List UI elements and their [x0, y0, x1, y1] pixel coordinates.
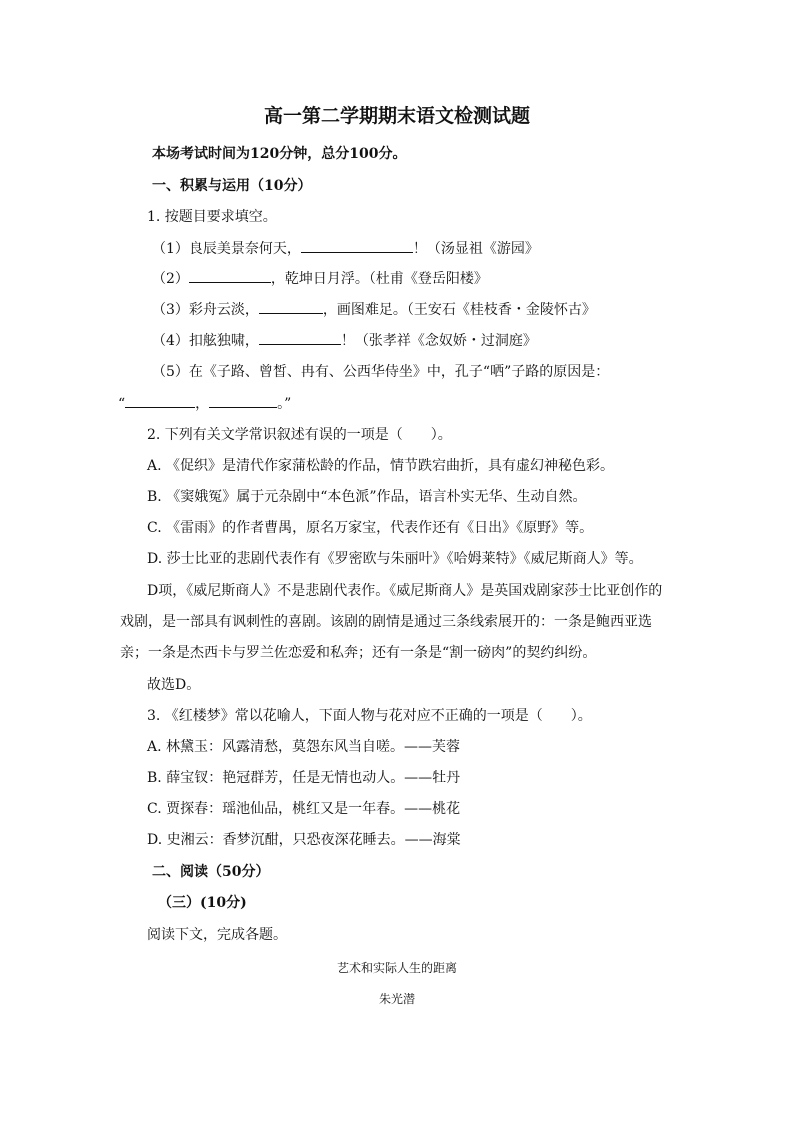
section1-heading: 一、积累与运用（10分）: [152, 178, 312, 194]
q1-item-1-pre: （1）良辰美景奈何天，: [152, 241, 301, 257]
article-author: 朱光潜: [378, 992, 415, 1006]
answer-blank[interactable]: [189, 268, 271, 283]
q2-option-d: D. 莎士比亚的悲剧代表作有《罗密欧与朱丽叶》《哈姆莱特》《威尼斯商人》等。: [147, 551, 643, 567]
q2-option-b: B. 《窦娥冤》属于元杂剧中“本色派”作品，语言朴实无华、生动自然。: [147, 489, 587, 505]
q1-item-3: [152, 299, 596, 320]
q3-stem: 3. 《红楼梦》常以花喻人，下面人物与花对应不正确的一项是（ ）。: [147, 708, 592, 724]
q1-item-3-post: ，画图难足。（王安石《桂枝香・金陵怀古》: [322, 302, 596, 318]
answer-blank[interactable]: [259, 330, 341, 345]
q3-option-d: D. 史湘云：香梦沉酣，只恐夜深花睡去。——海棠: [147, 832, 461, 848]
reading-instruction: 阅读下文，完成各题。: [147, 927, 287, 943]
q1-stem: 1. 按题目要求填空。: [147, 209, 277, 225]
q3-option-a: A. 林黛玉：风露清愁，莫怨东风当自嗟。——芙蓉: [147, 739, 461, 755]
answer-blank[interactable]: [301, 238, 413, 253]
q2-option-a: A. 《促织》是清代作家蒲松龄的作品，情节跌宕曲折，具有虚幻神秘色彩。: [147, 458, 615, 474]
answer-blank[interactable]: [125, 393, 195, 408]
section2-subheading: （三）(10分): [158, 895, 247, 911]
answer-blank[interactable]: [209, 393, 277, 408]
q1-item-4: [152, 330, 537, 351]
q1-item-1-post: ！（汤显祖《游园》: [412, 241, 539, 257]
section2-heading: 二、阅读（50分）: [152, 864, 270, 880]
article-title: 艺术和实际人生的距离: [336, 961, 457, 975]
q1-item-3-pre: （3）彩舟云淡，: [152, 302, 259, 318]
q1-item-4-pre: （4）扣舷独啸，: [152, 333, 259, 349]
q2-option-c: C. 《雷雨》的作者曹禺，原名万家宝，代表作还有《日出》《原野》等。: [147, 520, 594, 536]
q1-item-2-post: ，乾坤日月浮。（杜甫《登岳阳楼》: [270, 271, 488, 287]
answer-blank[interactable]: [259, 299, 323, 314]
q2-explanation-line1: D项，《威尼斯商人》不是悲剧代表作。《威尼斯商人》是英国戏剧家莎士比亚创作的: [147, 583, 663, 599]
q2-explanation-line2: 戏剧，是一部具有讽刺性的喜剧。该剧的剧情是通过三条线索展开的：一条是鲍西亚选: [120, 614, 652, 630]
page-title: 高一第二学期期末语文检测试题: [263, 105, 530, 127]
q1-item-2: [152, 268, 488, 289]
q2-explanation-line3: 亲；一条是杰西卡与罗兰佐恋爱和私奔；还有一条是“割一磅肉”的契约纠纷。: [120, 645, 597, 661]
q1-item-2-pre: （2）: [152, 271, 189, 287]
q1-item-5-line1: （5）在《子路、曾皙、冉有、公西华侍坐》中，孔子“哂”子路的原因是：: [152, 364, 610, 380]
q2-stem: 2. 下列有关文学常识叙述有误的一项是（ ）。: [147, 427, 452, 443]
q1-item-4-post: ！（张孝祥《念奴娇・过洞庭》: [340, 333, 537, 349]
comma: ，: [195, 396, 210, 412]
open-quote: “: [118, 396, 126, 412]
q1-item-1: [152, 238, 539, 259]
close-quote: 。”: [277, 396, 292, 412]
q3-option-c: C. 贾探春：瑶池仙品，桃红又是一年春。——桃花: [147, 801, 461, 817]
q2-answer: 故选D。: [147, 677, 201, 693]
exam-info: 本场考试时间为120分钟，总分100分。: [152, 146, 407, 162]
q1-item-5-line2: [118, 393, 291, 414]
q3-option-b: B. 薛宝钗：艳冠群芳，任是无情也动人。——牡丹: [147, 770, 461, 786]
